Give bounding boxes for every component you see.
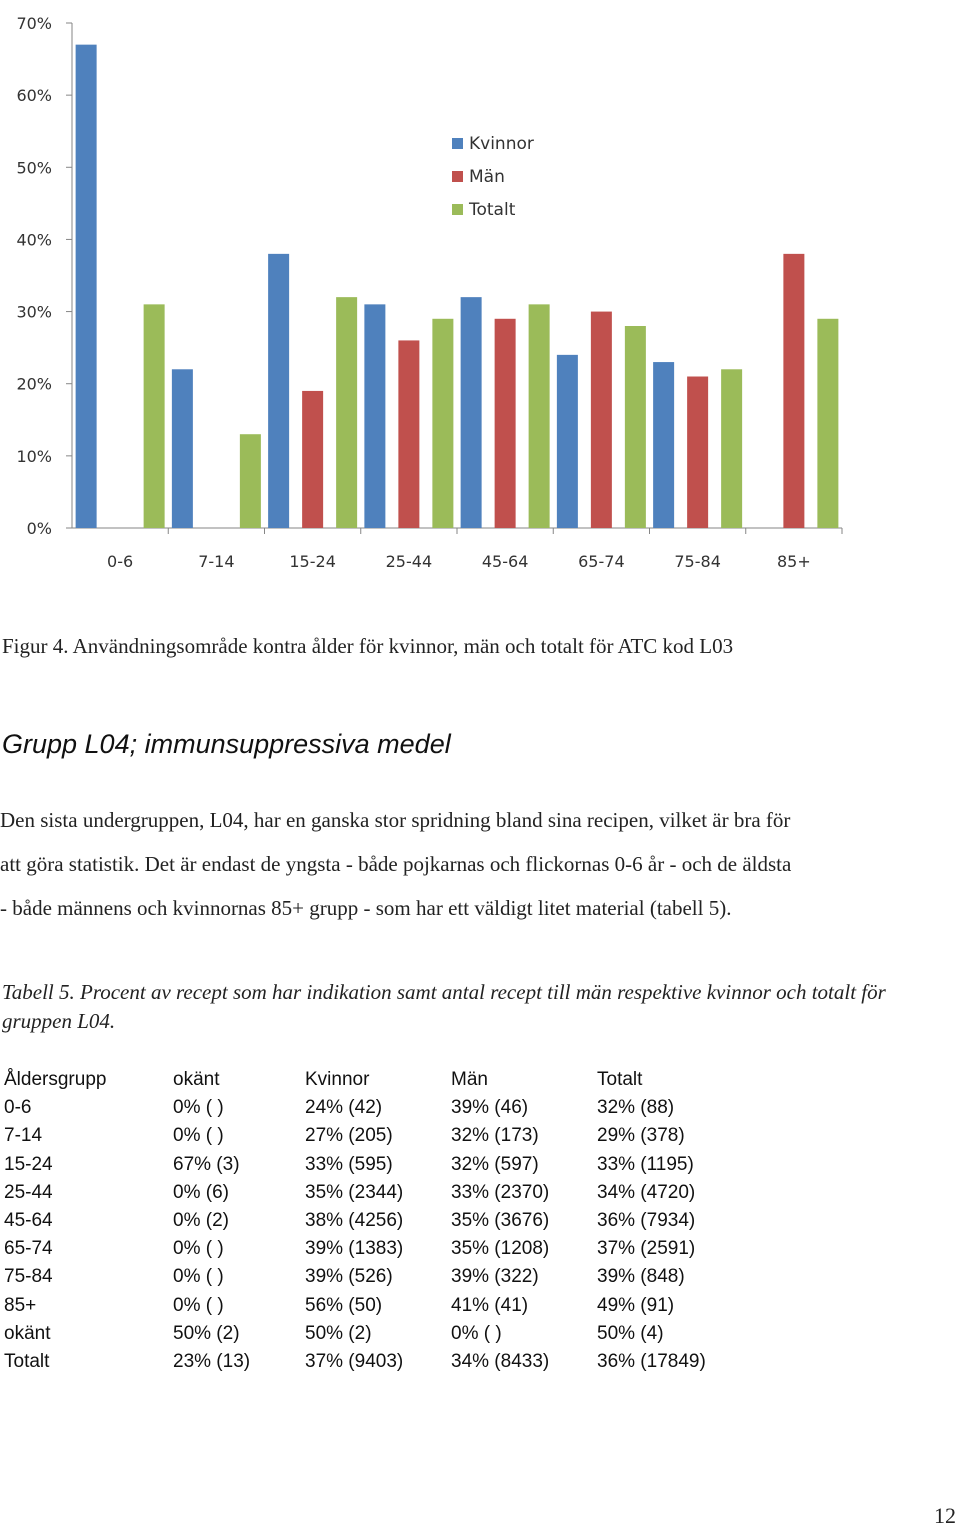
bar-totalt-65-74: [625, 326, 646, 528]
table-cell: 50% (2): [173, 1322, 240, 1344]
y-tick-label: 20%: [16, 374, 52, 394]
table-cell: 39% (526): [305, 1266, 393, 1288]
x-tick-label: 45-64: [481, 552, 529, 571]
x-tick-label: 85+: [776, 552, 811, 571]
table-row: [4, 1151, 737, 1179]
bar-totalt-75-84: [721, 369, 742, 528]
age-group-bar-chart: [0, 0, 960, 590]
table-cell: 34% (8433): [451, 1350, 550, 1372]
table-cell: 0% (2): [173, 1210, 229, 1232]
table-cell: 0% ( ): [173, 1238, 224, 1260]
bar-män-45-64: [495, 319, 516, 528]
indication-table: [4, 1066, 737, 1376]
table-cell: 32% (173): [451, 1125, 539, 1147]
table-header-cell: Män: [451, 1069, 488, 1091]
table-cell: 35% (3676): [451, 1210, 550, 1232]
paragraph-line: att göra statistik. Det är endast de yngsta - både pojkarnas och flickornas 0-6 år - och de äldsta: [0, 852, 792, 876]
table-cell: 29% (378): [597, 1125, 685, 1147]
table-cell: 32% (88): [597, 1097, 675, 1119]
bar-kvinnor-7-14: [172, 369, 193, 528]
y-tick-label: 0%: [26, 519, 52, 538]
legend-swatch-kvinnor: [452, 138, 463, 149]
table-cell: 35% (1208): [451, 1238, 550, 1260]
table-cell: 85+: [4, 1294, 37, 1316]
legend-swatch-totalt: [452, 204, 463, 215]
table-row: [4, 1122, 737, 1150]
page-number: 12: [934, 1503, 956, 1528]
bar-totalt-15-24: [336, 297, 357, 528]
x-tick-label: 75-84: [674, 552, 721, 571]
table-cell: 39% (46): [451, 1097, 529, 1119]
table-cell: 0% ( ): [173, 1097, 224, 1119]
bar-kvinnor-75-84: [653, 362, 674, 528]
bar-män-85+: [783, 254, 804, 528]
table-cell: 25-44: [4, 1181, 53, 1203]
table-cell: 35% (2344): [305, 1181, 404, 1203]
bar-män-75-84: [687, 377, 708, 529]
table-cell: 15-24: [4, 1153, 53, 1175]
bar-totalt-0-6: [144, 304, 165, 528]
bar-totalt-85+: [817, 319, 838, 528]
paragraph-line: - både männens och kvinnornas 85+ grupp - som har ett väldigt litet material (tabell 5).: [0, 896, 732, 920]
y-tick-label: 50%: [16, 158, 52, 178]
y-tick-label: 60%: [16, 86, 52, 106]
bar-kvinnor-0-6: [76, 45, 97, 528]
table-cell: Totalt: [4, 1350, 50, 1372]
table-cell: 50% (2): [305, 1322, 372, 1344]
table-row: [4, 1235, 737, 1263]
paragraph-line: Den sista undergruppen, L04, har en ganska stor spridning bland sina recipen, vilket är bra för: [0, 808, 791, 832]
y-tick-label: 30%: [16, 302, 52, 322]
table-cell: 0% ( ): [173, 1266, 224, 1288]
table-cell: 39% (848): [597, 1266, 685, 1288]
table-cell: 0-6: [4, 1097, 32, 1119]
body-paragraph: [0, 798, 960, 930]
table-row: [4, 1320, 737, 1348]
table-header-cell: Kvinnor: [305, 1069, 370, 1091]
table-cell: 36% (7934): [597, 1210, 696, 1232]
table-cell: 34% (4720): [597, 1181, 696, 1203]
bar-totalt-45-64: [529, 304, 550, 528]
bar-kvinnor-25-44: [364, 304, 385, 528]
table-cell: 41% (41): [451, 1294, 529, 1316]
table-cell: 39% (322): [451, 1266, 539, 1288]
y-tick-label: 70%: [16, 14, 52, 33]
table-cell: 38% (4256): [305, 1210, 404, 1232]
table-cell: 24% (42): [305, 1097, 383, 1119]
table-cell: 7-14: [4, 1125, 43, 1147]
table-cell: 23% (13): [173, 1350, 251, 1372]
bar-totalt-7-14: [240, 434, 261, 528]
y-tick-label: 40%: [16, 230, 52, 250]
table-caption: Tabell 5. Procent av recept som har indikation samt antal recept till män respektive kvinnor och totalt för gruppen L04.: [2, 980, 886, 1033]
bar-män-65-74: [591, 312, 612, 528]
bar-kvinnor-15-24: [268, 254, 289, 528]
table-row: [4, 1094, 737, 1122]
table-cell: 0% ( ): [173, 1294, 224, 1316]
table-cell: 37% (9403): [305, 1350, 404, 1372]
x-tick-label: 65-74: [578, 552, 625, 571]
table-header-row: [4, 1066, 737, 1094]
table-cell: 49% (91): [597, 1294, 675, 1316]
table-cell: okänt: [4, 1322, 51, 1344]
table-header-cell: Totalt: [597, 1069, 643, 1091]
table-cell: 39% (1383): [305, 1238, 404, 1260]
table-cell: 0% (6): [173, 1181, 229, 1203]
table-cell: 37% (2591): [597, 1238, 696, 1260]
table-row: [4, 1292, 737, 1320]
table-cell: 50% (4): [597, 1322, 664, 1344]
bar-totalt-25-44: [432, 319, 453, 528]
x-tick-label: 7-14: [198, 552, 235, 571]
bar-män-25-44: [398, 340, 419, 528]
x-tick-label: 25-44: [385, 552, 433, 571]
figure-caption: Figur 4. Användningsområde kontra ålder för kvinnor, män och totalt för ATC kod L03: [2, 634, 734, 658]
table-cell: 33% (595): [305, 1153, 393, 1175]
table-cell: 45-64: [4, 1210, 53, 1232]
table-cell: 75-84: [4, 1266, 53, 1288]
table-cell: 56% (50): [305, 1294, 383, 1316]
table-cell: 36% (17849): [597, 1350, 706, 1372]
x-tick-label: 0-6: [107, 552, 134, 571]
bar-män-15-24: [302, 391, 323, 528]
y-tick-label: 10%: [16, 446, 52, 466]
x-tick-label: 15-24: [289, 552, 336, 571]
table-header-cell: Åldersgrupp: [4, 1069, 107, 1091]
section-heading: Grupp L04; immunsuppressiva medel: [2, 729, 451, 759]
bar-kvinnor-65-74: [557, 355, 578, 528]
table-header-cell: okänt: [173, 1069, 220, 1091]
table-cell: 67% (3): [173, 1153, 240, 1175]
table-cell: 0% ( ): [173, 1125, 224, 1147]
table-cell: 33% (2370): [451, 1181, 550, 1203]
table-cell: 32% (597): [451, 1153, 539, 1175]
bar-kvinnor-45-64: [461, 297, 482, 528]
table-row: [4, 1348, 737, 1376]
table-cell: 33% (1195): [597, 1153, 694, 1175]
table-row: [4, 1207, 737, 1235]
table-row: [4, 1263, 737, 1291]
legend-label-kvinnor: Kvinnor: [469, 134, 534, 154]
legend-label-totalt: Totalt: [469, 200, 516, 220]
table-cell: 0% ( ): [451, 1322, 502, 1344]
table-cell: 27% (205): [305, 1125, 393, 1147]
table-cell: 65-74: [4, 1238, 53, 1260]
legend-label-män: Män: [469, 167, 505, 187]
legend-swatch-män: [452, 171, 463, 182]
table-row: [4, 1179, 737, 1207]
